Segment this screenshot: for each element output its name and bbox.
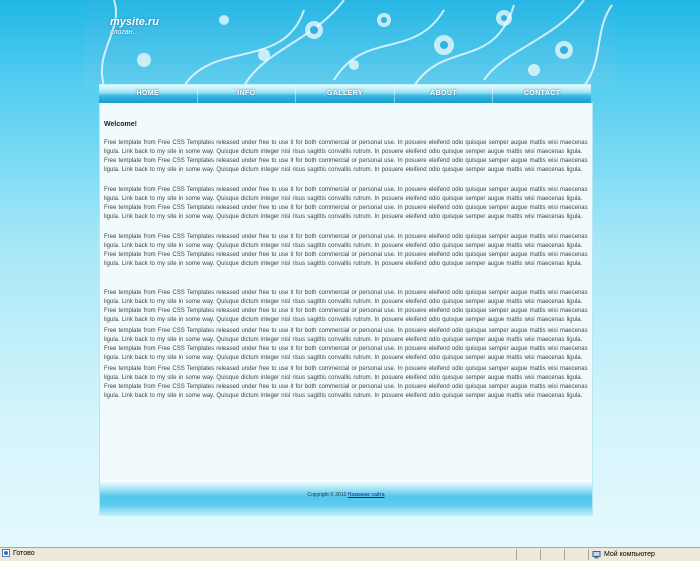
browser-status-bar	[0, 547, 700, 561]
page-icon	[2, 549, 10, 557]
computer-icon	[592, 551, 601, 559]
nav-contact[interactable]: CONTACT	[523, 90, 561, 97]
content-paragraph: Free template from Free CSS Templates released under free to use it for both commercial or personal use. In posuere eleifend odio quisque semper augue mattis wisi maecenas ligula. Link back to my site in some way. Quisque dictum integer nisl risus sagittis convallis rutrum. In posuere eleifend odio quisque semper augue mattis wisi maecenas ligula. Free template from Free CSS Templates released under free to use it for both commercial or personal use. In posuere eleifend odio quisque semper augue mattis wisi maecenas ligula. Link back to my site in some way. Quisque dictum integer nisl risus sagittis convallis rutrum. In posuere eleifend odio quisque semper augue mattis wisi maecenas ligula.	[104, 234, 588, 267]
content-paragraph: Free template from Free CSS Templates released under free to use it for both commercial or personal use. In posuere eleifend odio quisque semper augue mattis wisi maecenas ligula. Link back to my site in some way. Quisque dictum integer nisl risus sagittis convallis rutrum. In posuere eleifend odio quisque semper augue mattis wisi maecenas ligula. Free template from Free CSS Templates released under free to use it for both commercial or personal use. In posuere eleifend odio quisque semper augue mattis wisi maecenas ligula. Link back to my site in some way. Quisque dictum integer nisl risus sagittis convallis rutrum. In posuere eleifend odio quisque semper augue mattis wisi maecenas ligula.	[104, 328, 588, 361]
status-divider	[540, 549, 541, 560]
status-divider	[564, 549, 565, 560]
content-paragraph: Free template from Free CSS Templates released under free to use it for both commercial or personal use. In posuere eleifend odio quisque semper augue mattis wisi maecenas ligula. Link back to my site in some way. Quisque dictum integer nisl risus sagittis convallis rutrum. In posuere eleifend odio quisque semper augue mattis wisi maecenas ligula. Free template from Free CSS Templates released under free to use it for both commercial or personal use. In posuere eleifend odio quisque semper augue mattis wisi maecenas ligula. Link back to my site in some way. Quisque dictum integer nisl risus sagittis convallis rutrum. In posuere eleifend odio quisque semper augue mattis wisi maecenas ligula.	[104, 290, 588, 323]
header-banner	[84, 0, 614, 86]
nav-info[interactable]: INFO	[198, 85, 297, 103]
content-paragraph: Free template from Free CSS Templates released under free to use it for both commercial or personal use. In posuere eleifend odio quisque semper augue mattis wisi maecenas ligula. Link back to my site in some way. Quisque dictum integer nisl risus sagittis convallis rutrum. In posuere eleifend odio quisque semper augue mattis wisi maecenas ligula. Free template from Free CSS Templates released under free to use it for both commercial or personal use. In posuere eleifend odio quisque semper augue mattis wisi maecenas ligula. Link back to my site in some way. Quisque dictum integer nisl risus sagittis convallis rutrum. In posuere eleifend odio quisque semper augue mattis wisi maecenas ligula.	[104, 140, 588, 173]
nav-about[interactable]: ABOUT	[395, 85, 494, 103]
content-paragraph: Free template from Free CSS Templates released under free to use it for both commercial or personal use. In posuere eleifend odio quisque semper augue mattis wisi maecenas ligula. Link back to my site in some way. Quisque dictum integer nisl risus sagittis convallis rutrum. In posuere eleifend odio quisque semper augue mattis wisi maecenas ligula. Free template from Free CSS Templates released under free to use it for both commercial or personal use. In posuere eleifend odio quisque semper augue mattis wisi maecenas ligula. Link back to my site in some way. Quisque dictum integer nisl risus sagittis convallis rutrum. In posuere eleifend odio quisque semper augue mattis wisi maecenas ligula.	[104, 187, 588, 220]
footer	[99, 480, 593, 516]
main-nav	[99, 84, 591, 103]
nav-gallery[interactable]: GALLERY	[296, 85, 395, 103]
footer-copyright-line	[100, 492, 592, 498]
nav-home[interactable]: HOME	[99, 85, 198, 103]
copyright-text: Copyright © 2010	[307, 492, 347, 498]
site-logo[interactable]: mysite.ru	[110, 16, 159, 28]
status-divider	[516, 549, 517, 560]
content-area	[99, 103, 593, 483]
status-text: Готово	[13, 549, 35, 557]
site-slogan: слоган...	[110, 29, 139, 36]
welcome-heading: Welcome!	[104, 121, 137, 128]
floral-decoration	[84, 0, 614, 86]
zone-text: Мой компьютер	[604, 551, 655, 558]
site-name-link[interactable]: Название сайта	[347, 492, 385, 498]
content-paragraph: Free template from Free CSS Templates released under free to use it for both commercial or personal use. In posuere eleifend odio quisque semper augue mattis wisi maecenas ligula. Link back to my site in some way. Quisque dictum integer nisl risus sagittis convallis rutrum. In posuere eleifend odio quisque semper augue mattis wisi maecenas ligula. Free template from Free CSS Templates released under free to use it for both commercial or personal use. In posuere eleifend odio quisque semper augue mattis wisi maecenas ligula. Link back to my site in some way. Quisque dictum integer nisl risus sagittis convallis rutrum. In posuere eleifend odio quisque semper augue mattis wisi maecenas ligula.	[104, 366, 588, 399]
